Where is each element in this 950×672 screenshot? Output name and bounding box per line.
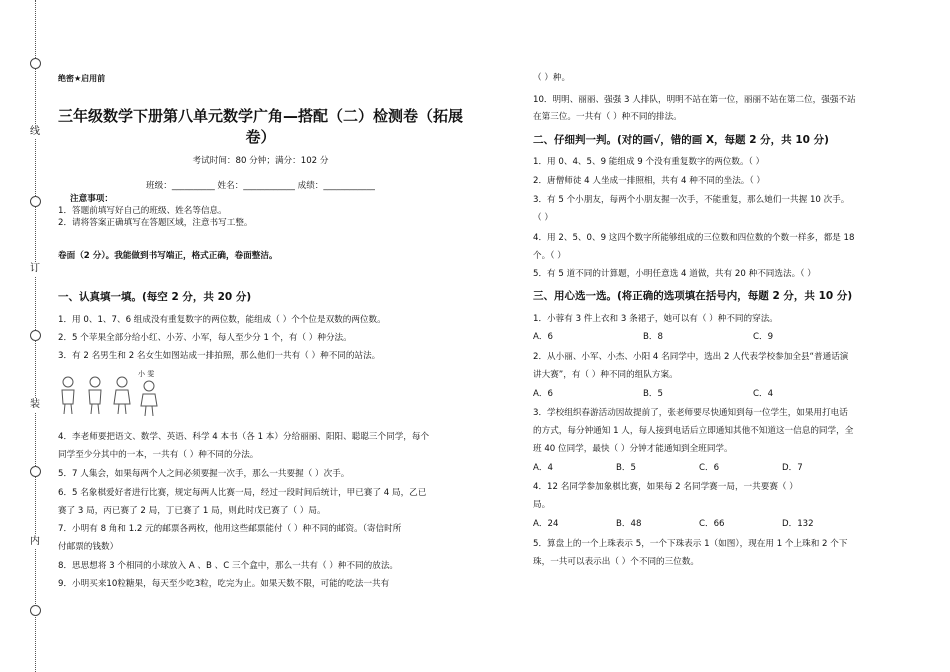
- option: B．5: [616, 463, 636, 473]
- question-line: 个。（ ）: [533, 251, 566, 261]
- neatness-line: 卷面（2 分）。我能做到书写端正，格式正确，卷面整洁。: [58, 251, 278, 261]
- option: B．5: [643, 389, 663, 399]
- question-line: 2．从小丽、小军、小杰、小阳 4 名同学中，选出 2 人代表学校参加全县“普通话演: [533, 352, 849, 362]
- question-line: 5．算盘上的一个上珠表示 5，一个下珠表示 1（如图），现在用 1 个上珠和 2 个下: [533, 539, 848, 549]
- question-line: 的方式，每分钟通知 1 人，每人接到电话后立即通知其他不知道这一信息的同学，全: [533, 426, 854, 436]
- question-line: 5．有 5 道不同的计算题，小明任意选 4 道做，共有 20 种不同选法。（ ）: [533, 269, 816, 279]
- question-line: 1．用 0、4、5、9 能组成 9 个没有重复数字的两位数。（ ）: [533, 157, 765, 167]
- children-figure: [58, 370, 168, 418]
- exam-info: 考试时间：80 分钟；满分：102 分: [192, 156, 329, 166]
- question-line: 4．12 名同学参加象棋比赛，如果每 2 名同学赛一局，一共要赛（ ）: [533, 482, 798, 492]
- option: D．132: [782, 519, 814, 529]
- question-line: （ ）: [533, 213, 553, 223]
- binding-mark: 订: [30, 263, 40, 274]
- question-line: 1．小蓉有 3 件上衣和 3 条裙子，她可以有（ ）种不同的穿法。: [533, 314, 778, 324]
- secret-label: 绝密★启用前: [58, 74, 106, 83]
- section-3-title: 三、用心选一选。(将正确的选项填在括号内，每题 2 分，共 10 分): [533, 290, 853, 302]
- question-line: 2．5 个苹果全部分给小红、小芳、小军，每人至少分 1 个，有（ ）种分法。: [58, 333, 352, 343]
- question-line: 4．李老师要把语文、数学、英语、科学 4 本书（各 1 本）分给丽丽、阳阳、聪聪三个同学，每个: [58, 432, 430, 442]
- option: A．6: [533, 332, 553, 342]
- binding-mark: 线: [30, 126, 40, 137]
- question-line: 3．有 2 名男生和 2 名女生如图站成一排拍照，那么他们一共有（ ）种不同的站法。: [58, 351, 381, 361]
- option: B．8: [643, 332, 663, 342]
- option: C．9: [753, 332, 774, 342]
- question-line: 在第三位。一共有（ ）种不同的排法。: [533, 112, 682, 122]
- note-item: 1．答题前填写好自己的班级、姓名等信息。: [58, 206, 227, 216]
- binding-hole-icon: [30, 466, 41, 477]
- question-line: 3．有 5 个小朋友，每两个小朋友握一次手，不能重复，那么她们一共握 10 次手。: [533, 195, 850, 205]
- question-line: 7．小明有 8 角和 1.2 元的邮票各两枚，他用这些邮票能付（ ）种不同的邮资。（寄信时所: [58, 524, 402, 534]
- option: B．48: [616, 519, 642, 529]
- question-line: 2．唐僧师徒 4 人坐成一排照相，共有 4 种不同的坐法。（ ）: [533, 176, 766, 186]
- binding-mark: 内: [30, 536, 40, 547]
- option: C．66: [699, 519, 725, 529]
- option: D．7: [782, 463, 803, 473]
- section-1-title: 一、认真填一填。(每空 2 分，共 20 分): [58, 291, 252, 303]
- figure-label: 小 雯: [138, 370, 155, 378]
- question-line: 10．明明、丽丽、强强 3 人排队，明明不站在第一位，丽丽不站在第二位，强强不站: [533, 95, 856, 105]
- question-line: 付邮票的钱数）: [58, 542, 119, 552]
- question-line: 赛了 3 局，丙已赛了 2 局，丁已赛了 1 局，则此时戊已赛了（ ）局。: [58, 506, 326, 516]
- question-line: 4．用 2、5、0、9 这四个数字所能够组成的三位数和四位数的个数一样多，都是 18: [533, 233, 855, 243]
- binding-margin: [0, 0, 46, 672]
- binding-hole-icon: [30, 605, 41, 616]
- student-fields: 班级：__________ 姓名：____________ 成绩：____________: [146, 181, 375, 191]
- question-line: 同学至少分其中的一本，一共有（ ）种不同的分法。: [58, 450, 259, 460]
- question-line: 8．思思想将 3 个相同的小球放入 A 、B 、C 三个盒中，那么一共有（ ）种不同的放法。: [58, 561, 399, 571]
- binding-hole-icon: [30, 330, 41, 341]
- binding-mark: 装: [30, 399, 40, 410]
- binding-hole-icon: [30, 58, 41, 69]
- option: C．4: [753, 389, 774, 399]
- section-2-title: 二、仔细判一判。(对的画√，错的画 X，每题 2 分，共 10 分): [533, 134, 829, 146]
- question-line: （ ）种。: [533, 73, 571, 83]
- question-line: 3．学校组织春游活动因故提前了，张老师要尽快通知到每一位学生，如果用打电话: [533, 408, 848, 418]
- question-line: 班 40 位同学，最快（ ）分钟才能通知到全班同学。: [533, 444, 733, 454]
- option: A．24: [533, 519, 559, 529]
- option: C．6: [699, 463, 720, 473]
- page-title: 三年级数学下册第八单元数学广角—搭配（二）检测卷（拓展卷）: [58, 107, 464, 146]
- binding-hole-icon: [30, 196, 41, 207]
- question-line: 1．用 0、1、7、6 组成没有重复数字的两位数，能组成（ ）个个位是双数的两位数。: [58, 315, 386, 325]
- option: A．4: [533, 463, 553, 473]
- option: A．6: [533, 389, 553, 399]
- question-line: 珠，一共可以表示出（ ）个不同的三位数。: [533, 557, 700, 567]
- question-line: 6．5 名象棋爱好者进行比赛，规定每两人比赛一局，经过一段时间后统计，甲已赛了 4 局，乙已: [58, 488, 427, 498]
- note-item: 2．请将答案正确填写在答题区域，注意书写工整。: [58, 218, 253, 228]
- question-line: 9．小明买来10粒糖果，每天至少吃3粒，吃完为止。如果天数不限，可能的吃法一共有: [58, 579, 390, 589]
- notes-title: 注意事项：: [70, 194, 113, 204]
- question-line: 5．7 人集会，如果每两个人之间必须要握一次手，那么一共要握（ ）次手。: [58, 469, 350, 479]
- question-line: 局。: [533, 500, 551, 510]
- question-line: 讲大赛”，有（ ）种不同的组队方案。: [533, 370, 678, 380]
